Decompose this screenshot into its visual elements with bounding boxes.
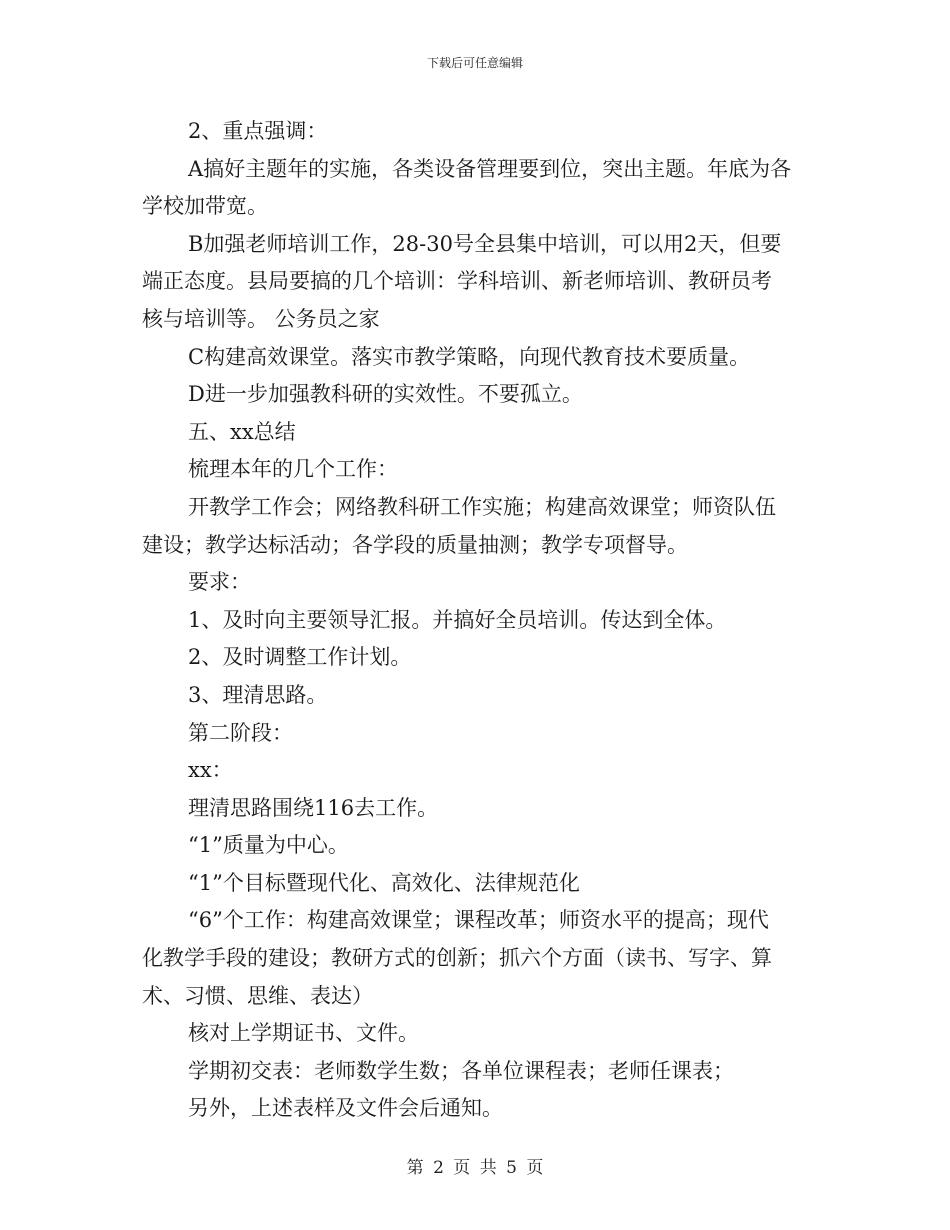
body-line: 化教学手段的建设；教研方式的创新；抓六个方面（读书、写字、算 — [142, 946, 772, 971]
body-line: 建设；教学达标活动；各学段的质量抽测；教学专项督导。 — [142, 532, 688, 557]
body-line: xx： — [188, 758, 233, 783]
body-line: 2、重点强调： — [188, 119, 328, 143]
body-line: 学校加带宽。 — [142, 194, 268, 219]
body-line: 端正态度。县局要搞的几个培训：学科培训、新老师培训、教研员考 — [142, 269, 772, 294]
body-line: 3、理清思路。 — [188, 682, 328, 707]
body-line: 五、xx总结 — [188, 419, 296, 444]
body-line: B加强老师培训工作，28-30号全县集中培训，可以用2天，但要 — [188, 231, 782, 256]
body-line: “1”质量为中心。 — [188, 833, 349, 858]
body-line: 核与培训等。 公务员之家 — [142, 306, 380, 331]
body-line: “1”个目标暨现代化、高效化、法律规范化 — [188, 870, 580, 895]
body-line: 学期初交表：老师数学生数；各单位课程表；老师任课表； — [188, 1058, 734, 1083]
body-line: 2、及时调整工作计划。 — [188, 645, 412, 670]
body-line: 核对上学期证书、文件。 — [188, 1021, 419, 1046]
page-header-note: 下载后可任意编辑 — [426, 56, 523, 70]
body-line: 术、习惯、思维、表达） — [142, 983, 373, 1008]
body-line: 另外，上述表样及文件会后通知。 — [188, 1096, 503, 1121]
body-line: C构建高效课堂。落实市教学策略，向现代教育技术要质量。 — [188, 344, 751, 369]
body-line: 理清思路围绕116去工作。 — [188, 795, 439, 820]
page-footer-number: 第 2 页 共 5 页 — [406, 1158, 544, 1178]
body-line: A搞好主题年的实施，各类设备管理要到位，突出主题。年底为各 — [188, 156, 792, 181]
body-line: D进一步加强教科研的实效性。不要孤立。 — [188, 382, 583, 407]
body-line: 要求： — [188, 570, 251, 595]
document-body — [142, 113, 822, 1128]
body-line: 1、及时向主要领导汇报。并搞好全员培训。传达到全体。 — [188, 607, 727, 632]
body-line: “6”个工作：构建高效课堂；课程改革；师资水平的提高；现代 — [188, 908, 769, 933]
body-line: 第二阶段： — [188, 720, 293, 745]
body-line: 开教学工作会；网络教科研工作实施；构建高效课堂；师资队伍 — [188, 494, 776, 519]
body-line: 梳理本年的几个工作： — [188, 457, 398, 482]
